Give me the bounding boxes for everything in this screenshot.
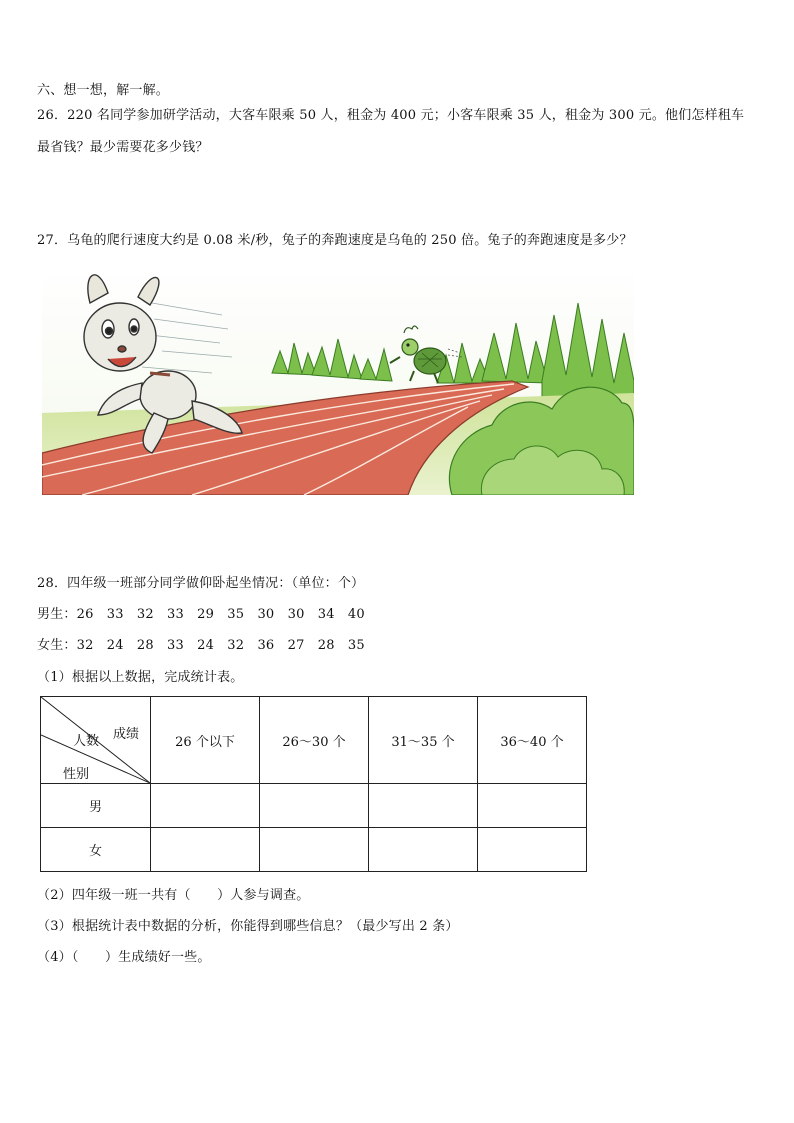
header-count-label: 人数 (73, 734, 100, 749)
column-header: 36～40 个 (478, 697, 587, 784)
row-label-girls: 女 (41, 828, 151, 872)
blank-cell[interactable] (151, 828, 260, 872)
blank-cell[interactable] (260, 784, 369, 828)
header-gender-label: 性别 (63, 767, 90, 782)
q26-line2: 最省钱？最少需要花多少钱？ (37, 140, 209, 155)
statistics-table (40, 696, 587, 872)
column-header: 26～30 个 (260, 697, 369, 784)
column-header: 31～35 个 (369, 697, 478, 784)
q28-sub2: （2）四年级一班一共有（ ）人参与调查。 (37, 888, 310, 903)
blank-cell[interactable] (478, 784, 587, 828)
q27-text: 27．乌龟的爬行速度大约是 0.08 米/秒，兔子的奔跑速度是乌龟的 250 倍。兔子的奔跑速度是多少？ (37, 233, 633, 248)
q28-sub1: （1）根据以上数据，完成统计表。 (37, 670, 244, 685)
q28-sub3: （3）根据统计表中数据的分析，你能得到哪些信息？（最少写出 2 条） (37, 919, 459, 934)
q26-line1: 26．220 名同学参加研学活动，大客车限乘 50 人，租金为 400 元；小客车限乘 35 人，租金为 300 元。他们怎样租车 (37, 108, 745, 123)
header-score-label: 成绩 (113, 727, 140, 742)
q28-sub4: （4）（ ）生成绩好一些。 (37, 950, 211, 965)
section-title: 六、想一想，解一解。 (37, 83, 170, 98)
blank-cell[interactable] (369, 828, 478, 872)
column-header: 26 个以下 (151, 697, 260, 784)
blank-cell[interactable] (151, 784, 260, 828)
blank-cell[interactable] (369, 784, 478, 828)
q28-intro: 28．四年级一班部分同学做仰卧起坐情况：（单位：个） (37, 576, 365, 591)
row-label-boys: 男 (41, 784, 151, 828)
q28-boys-data: 男生：26 33 32 33 29 35 30 30 34 40 (37, 607, 365, 622)
q28-girls-data: 女生：32 24 28 33 24 32 36 27 28 35 (37, 638, 365, 653)
diagonal-header-cell (41, 697, 151, 784)
rabbit-turtle-race-illustration (42, 263, 634, 495)
blank-cell[interactable] (478, 828, 587, 872)
blank-cell[interactable] (260, 828, 369, 872)
